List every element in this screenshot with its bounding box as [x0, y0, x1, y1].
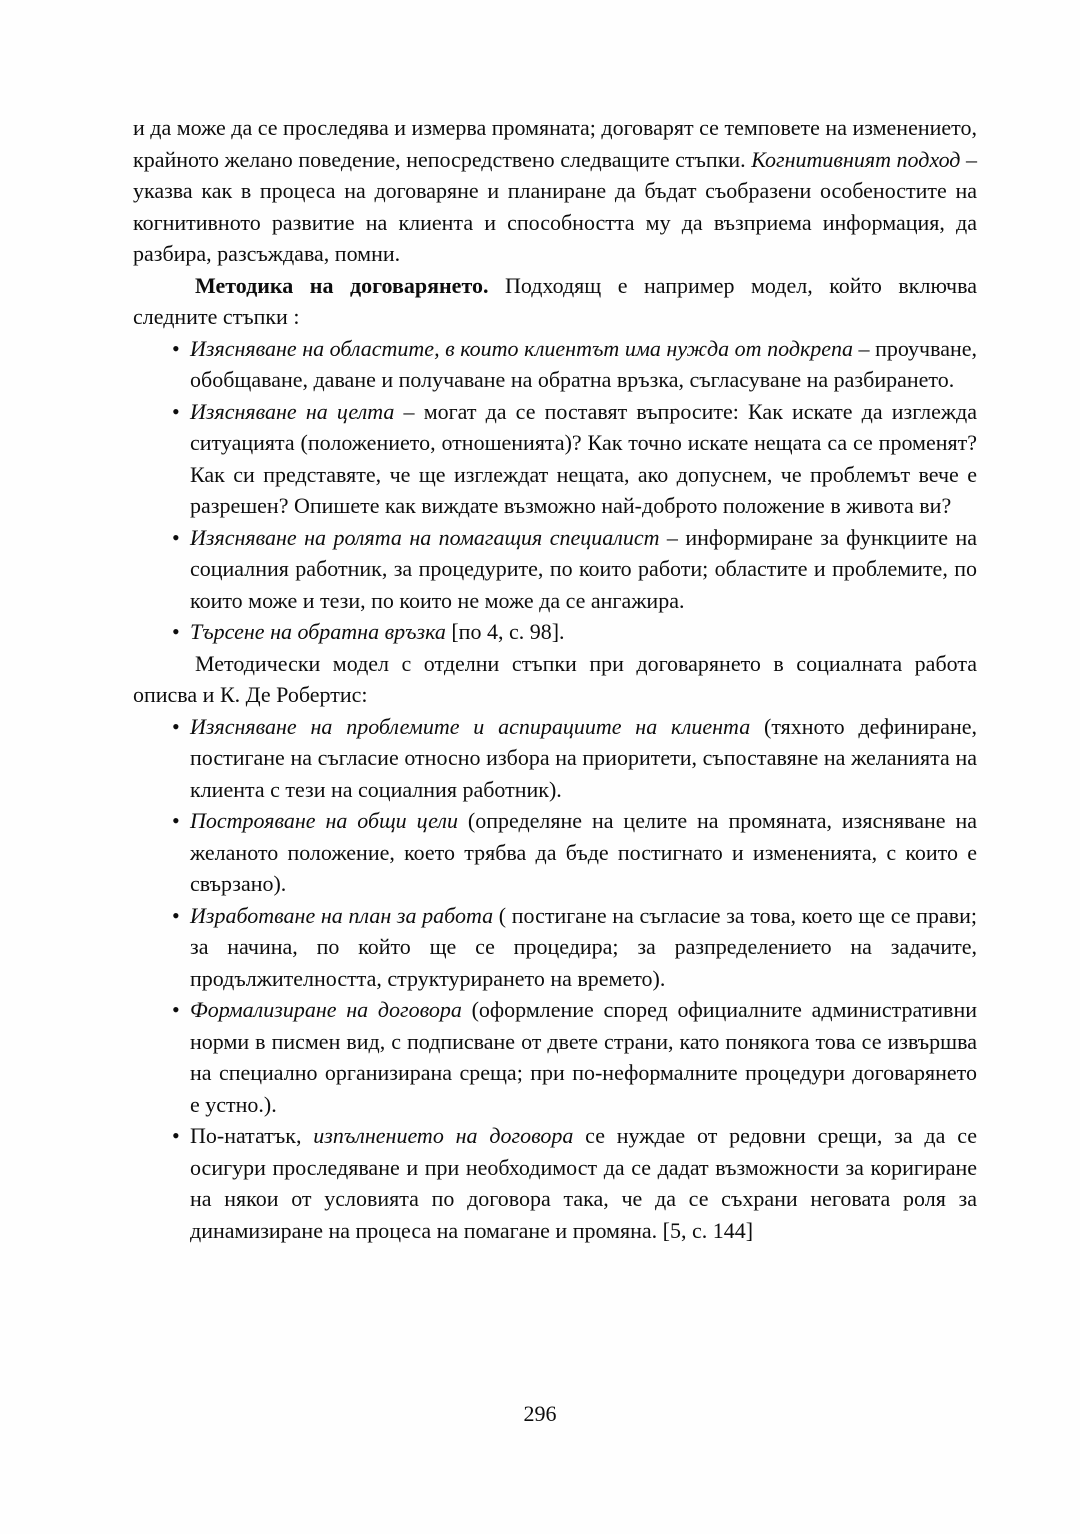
- step-description: се нуждае от редовни срещи, за да се осигури проследяване и при необходимост да се дадат възможности за коригиране на някои от условията по договора така, че да се съхрани неговата роля за динамизиране на процеса на помагане и промяна. [5, с. 144]: [190, 1123, 977, 1243]
- step-description: – могат да се поставят въпросите: Как искате да изглежда ситуацията (положението, отношенията)? Как точно искате нещата са се променят? Как си представяте, че ще изглеждат нещата, ако допуснем, че проблемът вече е разрешен? Опишете как виждате възможно най-доброто положение в живота ви?: [190, 398, 978, 518]
- bullet-icon: •: [172, 1123, 180, 1148]
- bullet-icon: •: [172, 997, 180, 1022]
- italic-step-title: Изясняване на областите, в които клиентът има нужда от подкрепа: [190, 335, 854, 361]
- paragraph-text: Методически модел с отделни стъпки при договарянето в социалната работа описва и К. Де Робертис:: [133, 650, 977, 707]
- bullet-icon: •: [172, 713, 180, 739]
- italic-step-title: изпълнението на договора: [313, 1123, 574, 1148]
- paragraph-text: Подходящ е например модел, който включва следните стъпки :: [133, 272, 977, 329]
- list-item: [133, 711, 977, 806]
- paragraph-methodology-heading: [133, 270, 977, 333]
- italic-step-title: Изработване на план за работа: [190, 902, 494, 928]
- italic-step-title: Формализиране на договора: [190, 997, 462, 1022]
- list-item: [133, 396, 977, 522]
- step-description: – информиране за функциите на социалния работник, за процедурите, по които работи; областите и проблемите, по които може и тези, по които не може да се ангажира.: [190, 524, 977, 613]
- italic-step-title: Изясняване на проблемите и аспирациите на клиента: [190, 713, 751, 739]
- de-robertis-steps-list: [133, 711, 977, 1247]
- bullet-icon: •: [172, 808, 180, 833]
- italic-step-title: Търсене на обратна връзка: [190, 619, 446, 644]
- bullet-icon: •: [172, 335, 180, 361]
- paragraph-text: и да може да се проследява и измерва промяната; договарят се темповете на изменението, крайното желано поведение, непосредствено следващите стъпки.: [133, 115, 977, 172]
- italic-step-title: Построяване на общи цели: [190, 808, 458, 833]
- step-description: (определяне на целите на промяната, изясняване на желаното положение, което трябва да бъде постигнато и измененията, с които е свързано).: [190, 808, 977, 896]
- paragraph-de-robertis: [133, 648, 977, 711]
- list-item: [133, 805, 977, 900]
- bullet-icon: •: [172, 619, 180, 644]
- list-item: [133, 333, 977, 396]
- list-item: [133, 616, 977, 648]
- italic-term-cognitive-approach: Когнитивният подход: [751, 146, 961, 172]
- bullet-icon: •: [172, 524, 180, 550]
- list-item: [133, 900, 977, 995]
- page-body: [133, 112, 977, 1246]
- list-item: [133, 1120, 977, 1246]
- contracting-steps-list: [133, 333, 977, 648]
- list-item: [133, 522, 977, 617]
- bold-heading-methodology: Методика на договарянето.: [195, 272, 489, 298]
- step-lead-text: По-нататък,: [190, 1123, 314, 1148]
- step-description: (тяхното дефиниране, постигане на съгласие относно избора на приоритети, съпоставяне на желанията на клиента с тези на социалния работник).: [190, 713, 977, 802]
- bullet-icon: •: [172, 902, 180, 928]
- step-description: (оформление според официалните административни норми в писмен вид, с подписване от двете страни, като понякога това се извършва на специално организирана среща; при по-неформалните процедури договарянето е устно.).: [190, 997, 977, 1117]
- list-item: [133, 994, 977, 1120]
- step-description: [по 4, с. 98].: [445, 619, 565, 644]
- paragraph-cognitive-approach: [133, 112, 977, 270]
- italic-step-title: Изясняване на ролята на помагащия специалист: [190, 524, 660, 550]
- step-description: ( постигане на съгласие за това, което ще се прави; за начина, по който ще се процедира; за разпределението на задачите, продължителността, структурирането на времето).: [190, 902, 977, 991]
- paragraph-text: – указва как в процеса на договаряне и планиране да бъдат съобразени особеностите на когнитивното развитие на клиента и способността му да възприема информация, да разбира, разсъждава, помни.: [133, 146, 978, 266]
- page-number: 296: [523, 1401, 557, 1426]
- bullet-icon: •: [172, 398, 180, 424]
- step-description: – проучване, обобщаване, даване и получаване на обратна връзка, съгласуване на разбирането.: [190, 335, 978, 392]
- italic-step-title: Изясняване на целта: [190, 398, 395, 424]
